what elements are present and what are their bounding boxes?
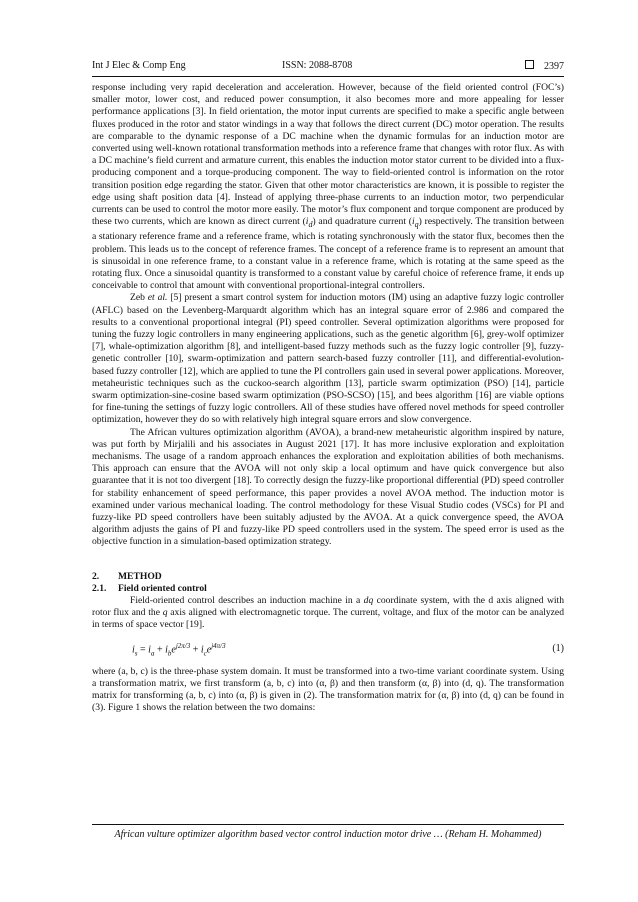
subscript: d: [308, 220, 313, 230]
symbol: q: [162, 607, 168, 619]
text: ) respectively. The transition between a stationary reference frame and a reference frame, which is rotating synchronously with the stator flux, becomes then the problem. This leads us to the concept of reference frames. The concept of a reference frame is to represent an amount that is sinusoidal in one reference frame, to a constant value in a reference frame, which is rotating at the same speed as the rotating flux. Once a sinusoidal quantity is transformed to a constant value by careful choice of reference frame, it ends up conceivable to control that amount with conventional proportional-integral controllers.: [92, 216, 564, 292]
section-number: 2.: [92, 570, 100, 582]
paragraph-4: [92, 595, 564, 632]
journal-name: Int J Elec & Comp Eng: [92, 60, 186, 71]
paragraph-3: The African vultures optimization algorithm (AVOA), a brand-new metaheuristic algorithm inspired by nature, was put forth by Mirjalili and his associates in August 2021 [17]. It has more inclusive exploration and exploitation mechanisms. The usage of a random approach enhances the exploration and exploitation abilities of both mechanisms. This approach can ensure that the AVOA will not only skip a local optimum and have quick convergence but also guarantee that it is not too divergent [18]. To correctly design the fuzzy-like proportional differential (PD) speed controller for stability enhancement of speed performance, this paper provides a novel AVOA method. The induction motor is examined under various mechanical loading. The control methodology for these Visual Studio codes (VSCs) for PI and fuzzy-like PD speed controllers have been suitably adjusted by the AVOA. At a quick convergence speed, the AVOA algorithm adjusts the gains of PI and fuzzy-like PD speed controllers used in the system. The speed error is used as the objective function in a simulation-based optimization strategy.: [92, 426, 564, 548]
header-rule: [92, 76, 564, 77]
checkbox-icon: [525, 60, 534, 69]
text: axis aligned with electromagnetic torque. The current, voltage, and flux of the motor can be analyzed in terms of space vector [19].: [92, 607, 564, 631]
page-header: [92, 60, 564, 76]
author: Zeb: [130, 292, 145, 304]
subsection-title: Field oriented control: [118, 582, 207, 594]
page-number-group: [525, 60, 564, 72]
spacer: [92, 549, 564, 571]
subsection-number: 2.1.: [92, 582, 107, 594]
equation-1: [92, 632, 564, 666]
symbol: dq: [363, 595, 374, 607]
footer-rule: [92, 824, 564, 825]
subscript: q: [414, 220, 419, 230]
symbol: i: [305, 216, 309, 228]
page-number: 2397: [544, 61, 564, 72]
running-footer: African vulture optimizer algorithm based vector control induction motor drive … (Reham H. Mohammed): [114, 829, 542, 840]
text: Field-oriented control describes an induction machine in a: [130, 595, 364, 607]
symbol: i: [411, 216, 415, 228]
article-body: [92, 82, 564, 714]
text: response including very rapid deceleration and acceleration. However, because of the field oriented control (FOC’s) smaller motor, lower cost, and reduced power consumption, it also becomes more and more appealing for lesser performance applications [3]. In field orientation, the motor input currents are specified to make a specific angle between fluxes produced in the rotor and stator windings in a way that follows the direct current (DC) motor operation. The results are comparable to the dynamic response of a DC machine when the dynamic formulas for an induction motor are converted using well-known rotational transformation methods into a reference frame that changes with rotor flux. As with a DC machine’s field current and armature current, this enables the induction motor stator current to be divided into a flux-producing component and a torque-producing component. The way to field-oriented control is information on the rotor transition position edge regarding the stator. Given that other motor characteristics are known, it is possible to register the edge using shaft position data [4]. Instead of applying three-phase currents to an induction motor, two perpendicular currents can be used to control the motor more easily. The motor’s flux component and torque component are produced by these two currents, which are known as direct current (: [92, 82, 564, 228]
paragraph-1: [92, 82, 564, 292]
section-heading: [92, 571, 564, 583]
section-title: METHOD: [118, 570, 162, 582]
text: ) and quadrature current (: [312, 216, 412, 228]
issn: ISSN: 2088-8708: [282, 60, 353, 71]
subsection-heading: [92, 583, 564, 595]
text: [5] present a smart control system for induction motors (IM) using an adaptive fuzzy logic controller (AFLC) based on the Levenberg-Marquardt algorithm which has an integral square error of 2.986 and compared the results to a conventional proportional integral (PI) speed controller. Several optimization algorithms were proposed for tuning the fuzzy logic controllers in many engineering applications, such as the genetic algorithm [6], grey-wolf optimizer [7], whale-optimization algorithm [8], and intelligent-based fuzzy methods such as the fuzzy logic controller [9], fuzzy-genetic controller [10], swarm-optimization and pattern search-based fuzzy controller [11], and differential-evolution-based fuzzy controller [12], which are applied to tune the PI controllers gain used in several power applications. Moreover, metaheuristic techniques such as the cuckoo-search algorithm [13], particle swarm optimization (PSO) [14], particle swarm optimization-sine-cosine based swarm optimization (PSO-SCSO) [15], and bees algorithm [16] are viable options for fine-tuning the settings of fuzzy logic controllers. All of these studies have offered novel methods for speed controller optimization, however they do so with relatively high integral square errors and slow convergence.: [92, 292, 564, 426]
paragraph-5: where (a, b, c) is the three-phase system domain. It must be transformed into a two-time variant coordinate system. Using a transformation matrix, we first transform (a, b, c) into (α, β) and then transform (α, β) into (d, q). The transformation matrix for transforming (a, b, c) into (α, β) is given in (2). The transformation matrix for (α, β) into (d, q) can be found in (3). Figure 1 shows the relation between the two domains:: [92, 665, 564, 714]
text: coordinate system, with the d axis aligned with rotor flux and the: [92, 595, 564, 619]
et-al: et al.: [147, 292, 168, 304]
equation-number: (1): [552, 642, 564, 654]
paragraph-2: [92, 292, 564, 426]
equation-formula: $i_s = i_a + i_be^{j2\pi/3} + i_ce^{j4\pi/3}$: [132, 641, 226, 657]
